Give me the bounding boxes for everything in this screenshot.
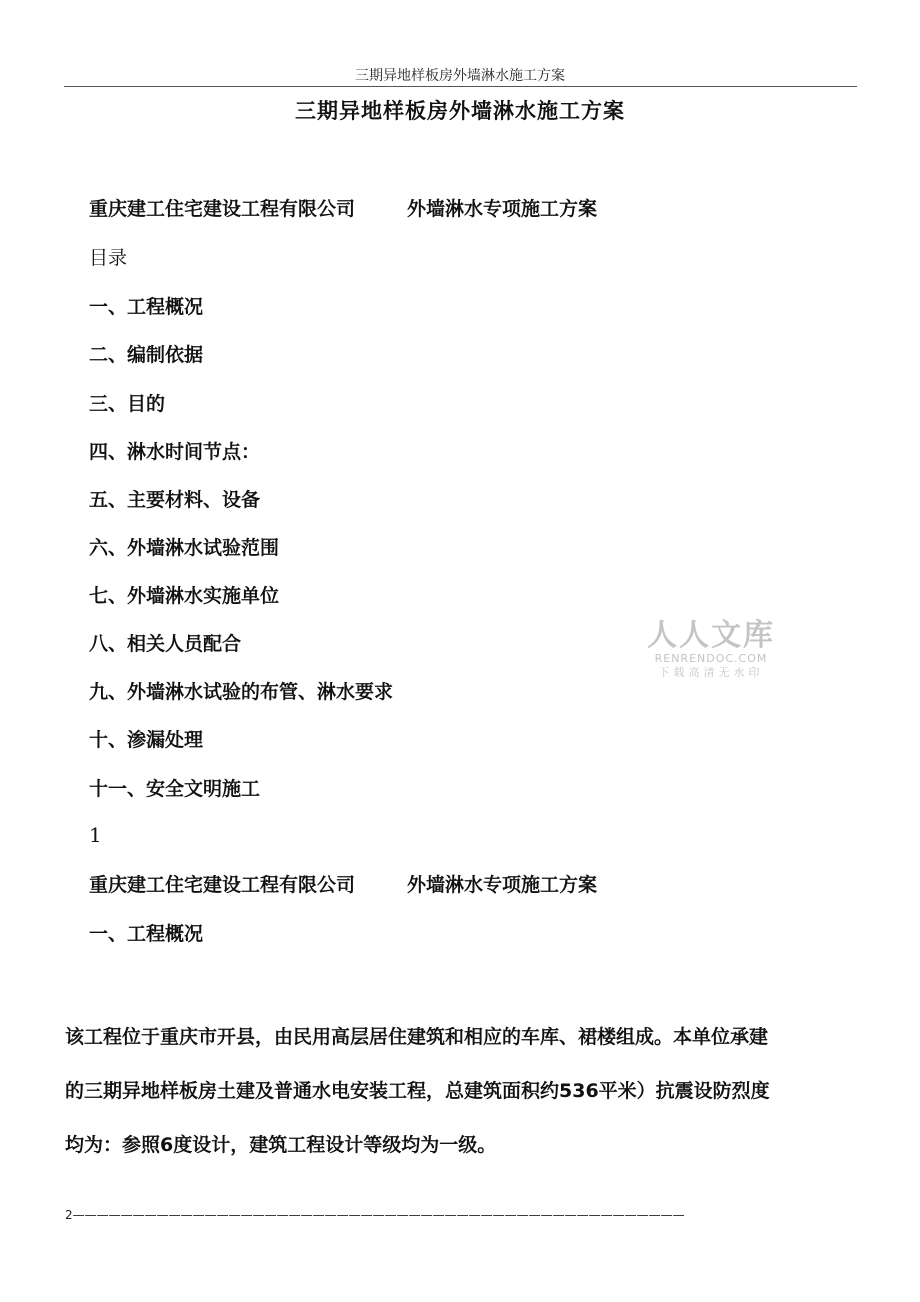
company-line: [89, 194, 597, 221]
toc-label: 目录: [89, 247, 128, 269]
watermark-sub: 下载高清无水印: [658, 666, 764, 679]
document-name: 外墙淋水专项施工方案: [407, 874, 598, 896]
body-paragraph: [65, 1010, 865, 1172]
company-name: 重庆建工住宅建设工程有限公司: [89, 198, 356, 220]
toc-item: 七、外墙淋水实施单位: [89, 585, 280, 607]
toc-item: 四、淋水时间节点：: [89, 441, 261, 463]
watermark-cn: 人人文库: [647, 618, 775, 653]
section-heading: 一、工程概况: [89, 923, 204, 945]
paragraph-line: 均为：参照6度设计，建筑工程设计等级均为一级。: [65, 1134, 497, 1156]
document-name: 外墙淋水专项施工方案: [407, 198, 598, 220]
toc-item: 三、目的: [89, 393, 166, 415]
company-name: 重庆建工住宅建设工程有限公司: [89, 874, 356, 896]
document-title: 三期异地样板房外墙淋水施工方案: [295, 99, 625, 123]
paragraph-line: 的三期异地样板房土建及普通水电安装工程，总建筑面积约536平米）抗震设防烈度: [65, 1080, 770, 1102]
toc-item: 六、外墙淋水试验范围: [89, 537, 280, 559]
page-number: 1: [89, 823, 102, 847]
toc-item: 九、外墙淋水试验的布管、淋水要求: [89, 681, 394, 703]
toc-item: 十、渗漏处理: [89, 729, 204, 751]
company-line-repeat: [89, 870, 597, 897]
watermark-en: RENRENDOC.COM: [654, 652, 768, 665]
toc-item: 一、工程概况: [89, 296, 204, 318]
header-rule: [64, 86, 857, 87]
paragraph-line: 该工程位于重庆市开县，由民用高层居住建筑和相应的车库、裙楼组成。本单位承建: [65, 1026, 769, 1048]
toc-item: 二、编制依据: [89, 344, 204, 366]
running-header: 三期异地样板房外墙淋水施工方案: [355, 68, 565, 84]
toc-item: 八、相关人员配合: [89, 633, 242, 655]
watermark-logo: [646, 620, 776, 680]
footer-page-rule: 2———————————————————————————————————————————————————: [65, 1208, 685, 1222]
toc-item: 五、主要材料、设备: [89, 489, 261, 511]
toc-item: 十一、安全文明施工: [89, 778, 261, 800]
